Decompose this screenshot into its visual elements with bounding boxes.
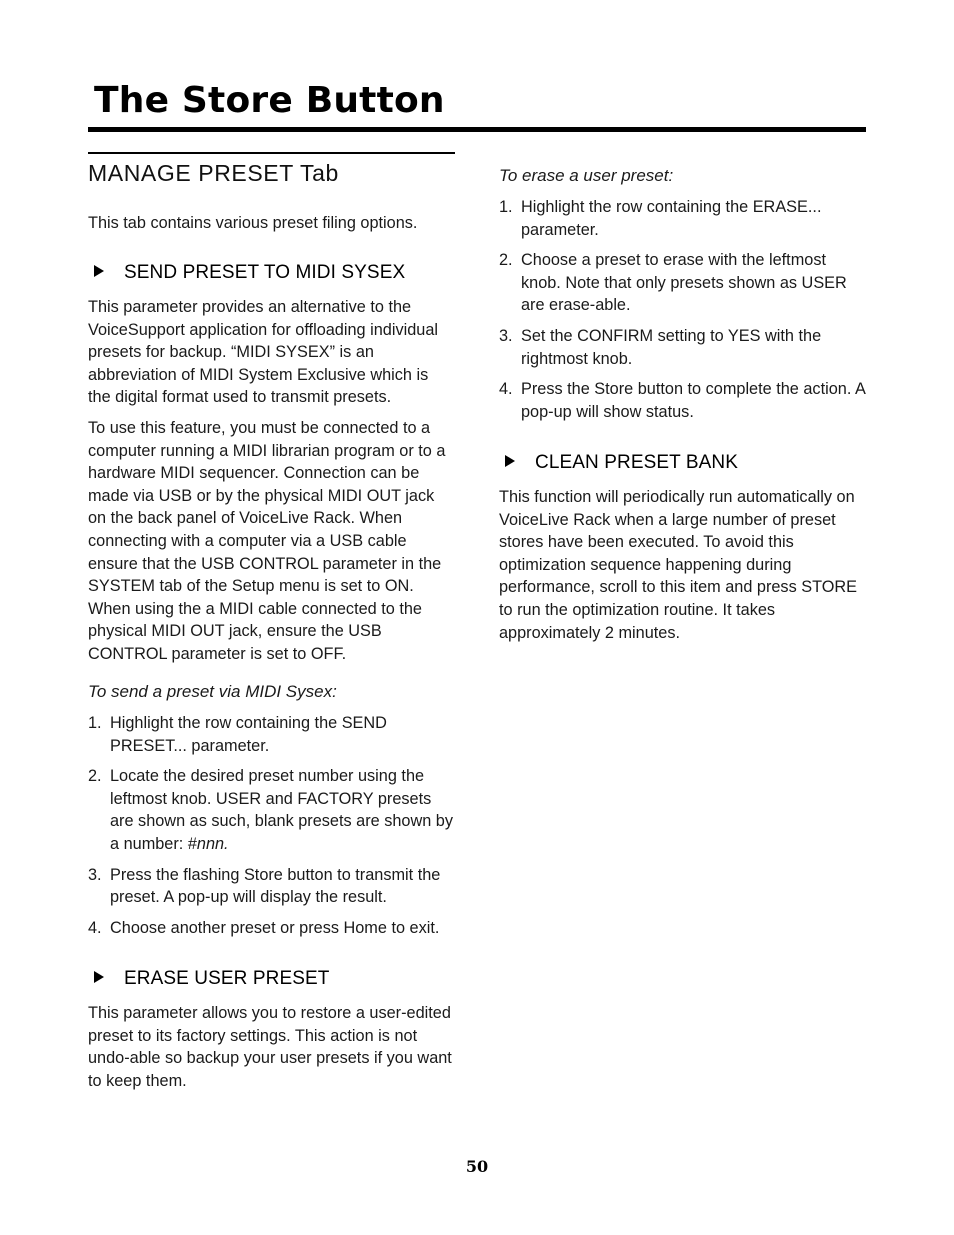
triangle-bullet-icon	[94, 265, 104, 277]
page-number: 50	[465, 1157, 489, 1176]
step-number: 2.	[499, 251, 513, 270]
erase-user-heading	[88, 968, 329, 990]
send-preset-heading	[88, 262, 405, 284]
step-number: 4.	[499, 380, 513, 399]
step-number: 2.	[88, 767, 102, 786]
erase-user-heading-label: ERASE USER PRESET	[124, 968, 330, 989]
step-number: 4.	[88, 918, 102, 937]
step-text: Choose a preset to erase with the leftmost knob. Note that only presets shown as USER are erase-able.	[521, 251, 847, 315]
step-text: Highlight the row containing the ERASE... parameter.	[521, 198, 822, 239]
list-item	[499, 378, 867, 423]
step-number: 1.	[499, 198, 513, 216]
clean-bank-heading	[499, 452, 738, 474]
intro-text: This tab contains various preset filing options.	[88, 214, 418, 232]
erase-steps-title: To erase a user preset:	[499, 166, 674, 185]
triangle-bullet-icon	[94, 971, 104, 983]
page-title: The Store Button	[94, 80, 445, 121]
tab-heading: MANAGE PRESET Tab	[88, 160, 339, 186]
list-item	[499, 196, 867, 241]
triangle-bullet-icon	[505, 455, 515, 467]
step-text: Choose another preset or press Home to exit.	[110, 918, 440, 937]
step-text: Locate the desired preset number using the leftmost knob. USER and FACTORY presets are shown as such, blank presets are shown by a number: #	[110, 767, 453, 853]
step-text: Set the CONFIRM setting to YES with the rightmost knob.	[521, 326, 822, 368]
step-text: Press the Store button to complete the action. A pop-up will show status.	[521, 380, 865, 421]
step-number: 3.	[499, 326, 513, 345]
send-preset-para2: To use this feature, you must be connected to a computer running a MIDI librarian program or to a hardware MIDI sequencer. Connection can be made via USB or by the physical MIDI OUT jack on the back panel of VoiceLive Rack. When connecting with a computer via a USB cable ensure that the USB CONTROL parameter in the SYSTEM tab of the Setup menu is set to ON. When using the a MIDI cable connected to the physical MIDI OUT jack, ensure the USB CONTROL parameter is set to OFF.	[88, 419, 446, 663]
list-item	[88, 917, 456, 940]
send-preset-para1: This parameter provides an alternative to the VoiceSupport application for offloading individual presets for backup. “MIDI SYSEX” is an abbreviation of MIDI System Exclusive which is the digital format used to transmit presets.	[88, 298, 438, 407]
step-text-italic: nnn.	[196, 834, 229, 853]
step-text: Highlight the row containing the SEND PRESET... parameter.	[110, 714, 387, 755]
list-item	[88, 864, 456, 909]
send-steps-title: To send a preset via MIDI Sysex:	[88, 682, 337, 701]
list-item	[499, 325, 867, 370]
step-number: 3.	[88, 865, 102, 884]
send-steps-list	[88, 712, 456, 947]
clean-bank-para: This function will periodically run automatically on VoiceLive Rack when a large number of preset stores have been executed. To avoid this optimization sequence happening during performance, scroll to this item and press STORE to run the optimization routine. It takes approximately 2 minutes.	[499, 488, 858, 642]
erase-user-para: This parameter allows you to restore a user-edited preset to its factory settings. This action is not undo-able so backup your user presets if you want to keep them.	[88, 1004, 452, 1090]
title-rule	[88, 127, 866, 132]
send-preset-heading-label: SEND PRESET TO MIDI SYSEX	[124, 262, 406, 283]
list-item	[88, 712, 456, 757]
step-number: 1.	[88, 714, 102, 732]
step-text: Press the flashing Store button to transmit the preset. A pop-up will display the result.	[110, 865, 441, 907]
section-rule	[88, 152, 455, 154]
clean-bank-heading-label: CLEAN PRESET BANK	[535, 452, 739, 473]
list-item	[88, 765, 456, 855]
erase-steps-list	[499, 196, 867, 431]
list-item	[499, 249, 867, 317]
